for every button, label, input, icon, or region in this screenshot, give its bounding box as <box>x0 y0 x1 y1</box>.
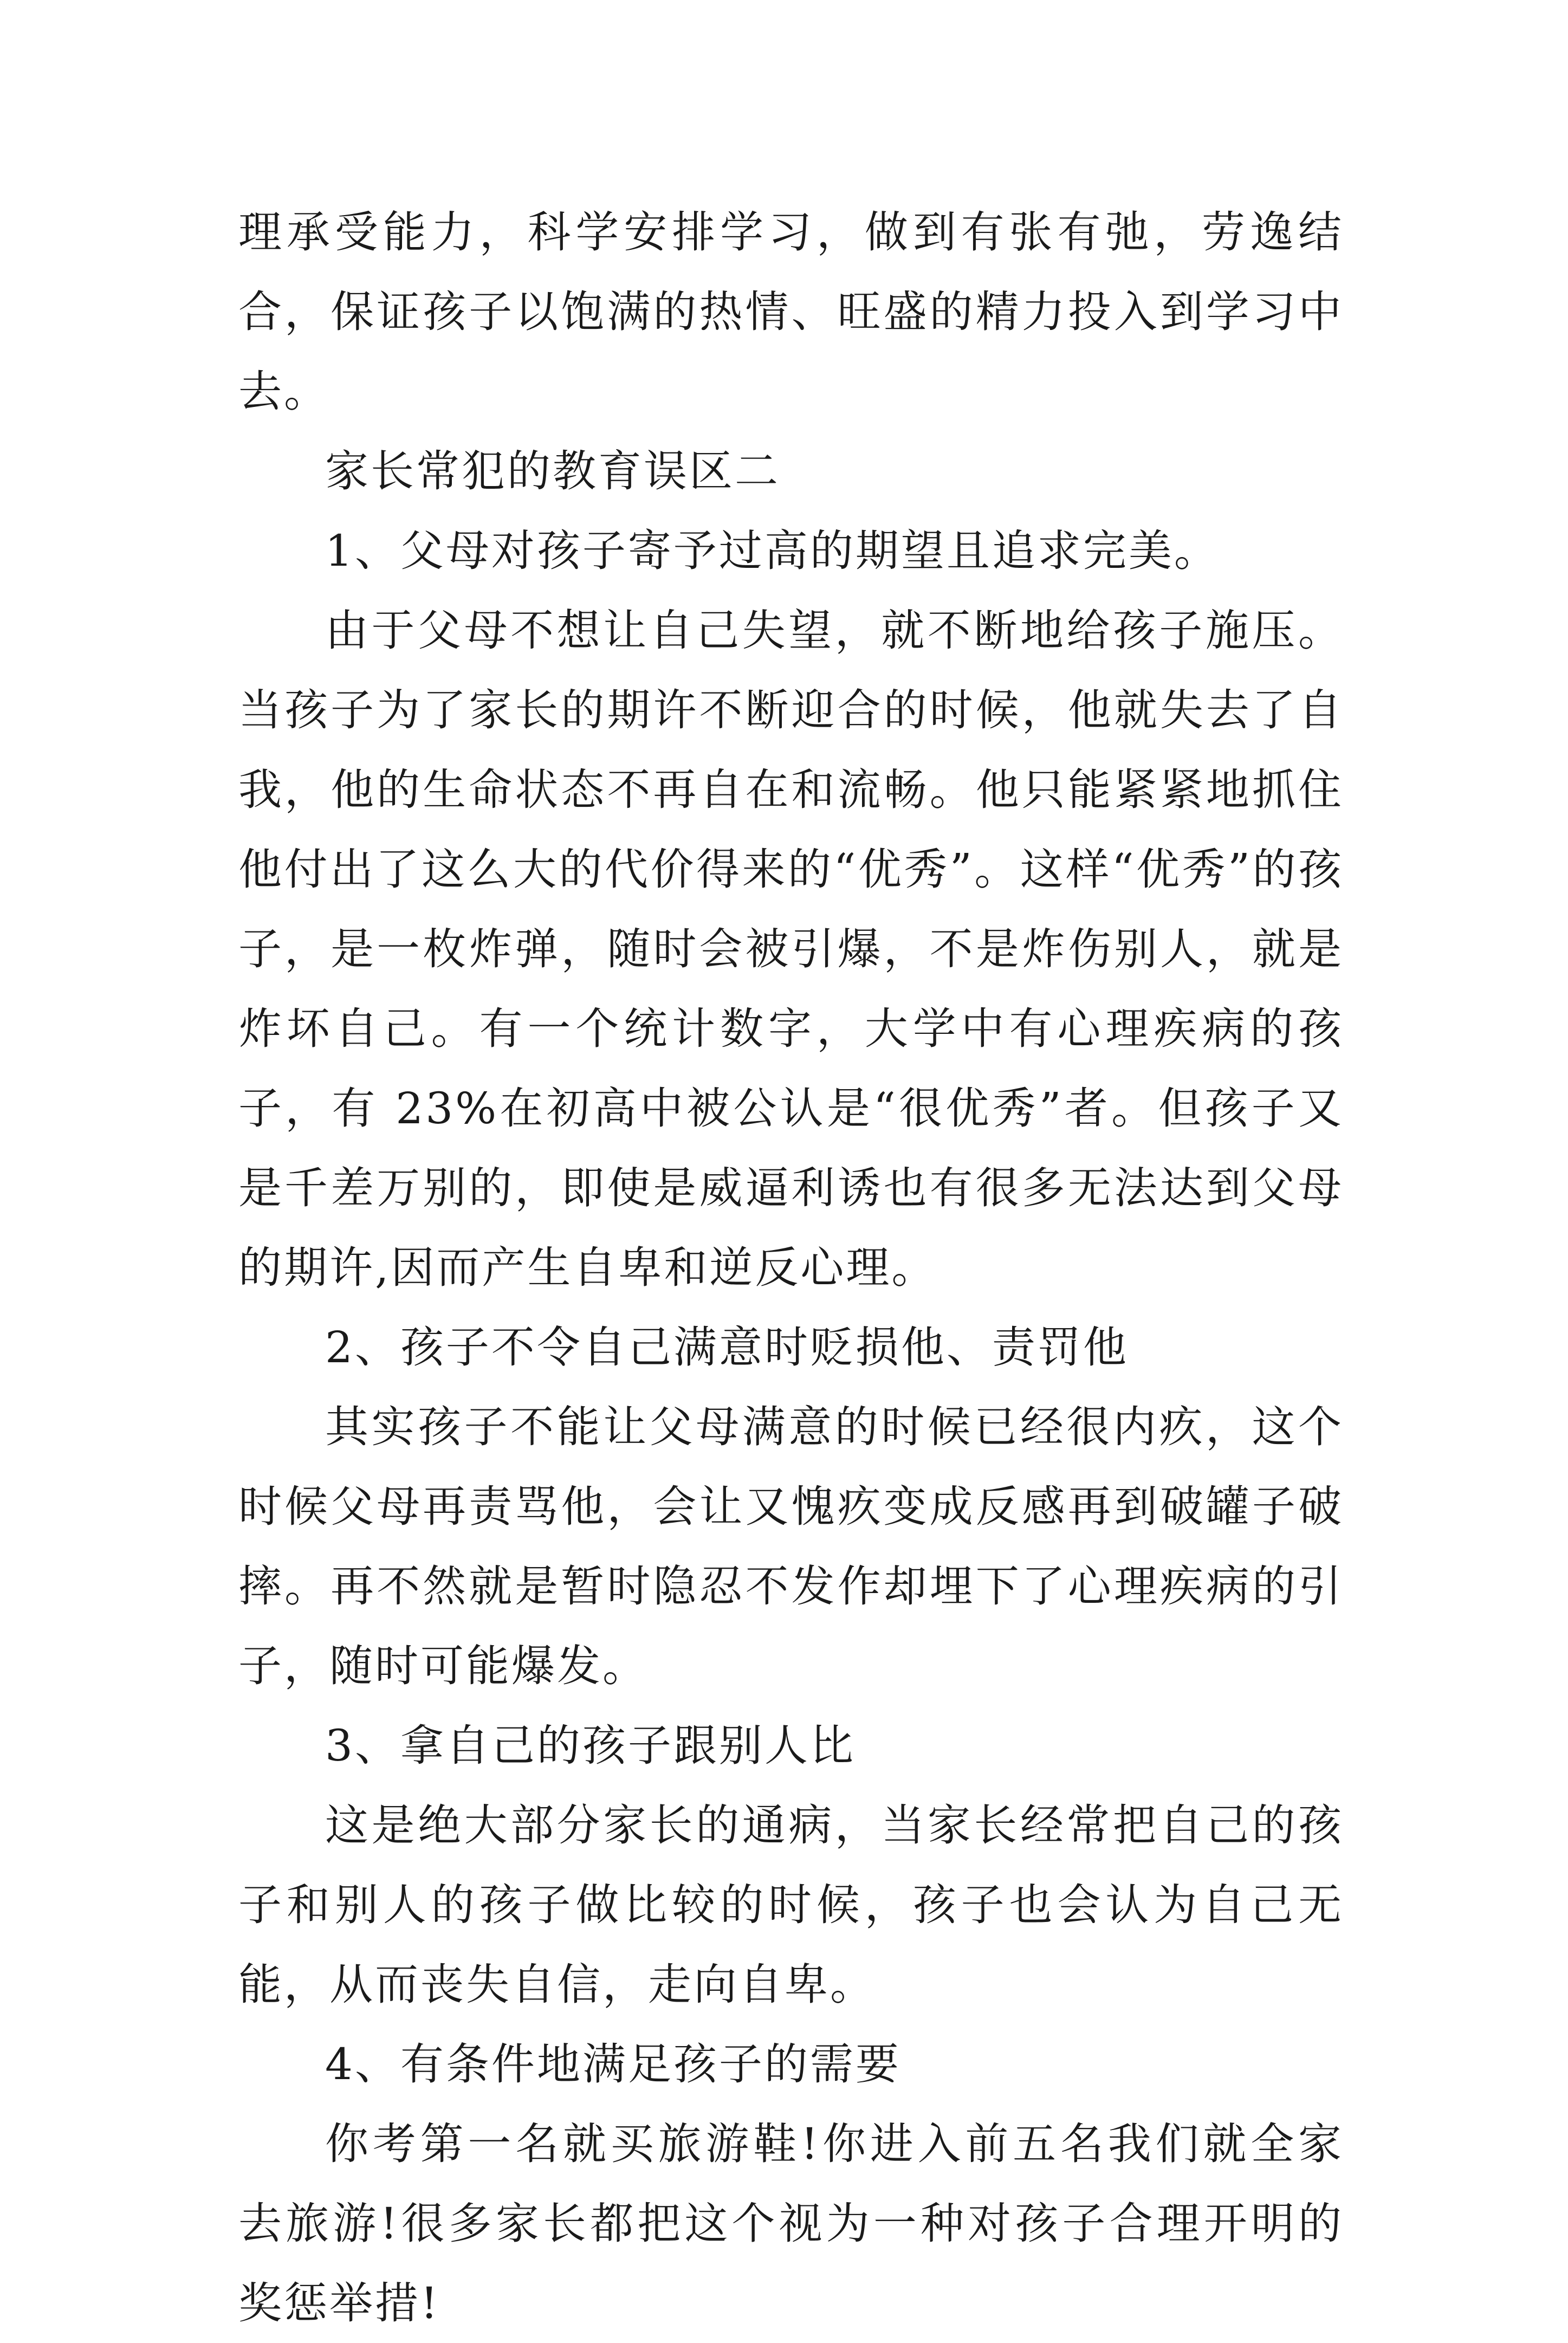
section-heading: 家长常犯的教育误区二 <box>325 446 780 496</box>
document-body <box>238 192 1344 2343</box>
item-heading-4: 4、有条件地满足孩子的需要 <box>325 2039 901 2089</box>
paragraph-scolding: 其实孩子不能让父母满意的时候已经很内疚，这个时候父母再责骂他，会让又愧疚变成反感再到破罐子破摔。再不然就是暂时隐忍不发作却埋下了心理疾病的引子，随时可能爆发。 <box>238 1402 1344 1691</box>
paragraph-expectations: 由于父母不想让自己失望，就不断地给孩子施压。当孩子为了家长的期许不断迎合的时候，他就失去了自我，他的生命状态不再自在和流畅。他只能紧紧地抓住他付出了这么大的代价得来的“优秀”。这样“优秀”的孩子，是一枚炸弹，随时会被引爆，不是炸伤别人，就是炸坏自己。有一个统计数字，大学中有心理疾病的孩子，有 23%在初高中被公认是“很优秀”者。但孩子又是千差万别的，即使是威逼利诱也有很多无法达到父母的期许,因而产生自卑和逆反心理。 <box>238 605 1344 1293</box>
item-heading-2: 2、孩子不令自己满意时贬损他、责罚他 <box>325 1322 1129 1373</box>
paragraph-continuation: 理承受能力，科学安排学习，做到有张有弛，劳逸结合，保证孩子以饱满的热情、旺盛的精力投入到学习中去。 <box>238 207 1344 417</box>
item-heading-1: 1、父母对孩子寄予过高的期望且追求完美。 <box>325 526 1220 576</box>
paragraph-comparison: 这是绝大部分家长的通病，当家长经常把自己的孩子和别人的孩子做比较的时候，孩子也会认为自己无能，从而丧失自信，走向自卑。 <box>238 1800 1344 2010</box>
item-heading-3: 3、拿自己的孩子跟别人比 <box>325 1720 856 1771</box>
paragraph-conditional-rewards: 你考第一名就买旅游鞋!你进入前五名我们就全家去旅游!很多家长都把这个视为一种对孩子合理开明的奖惩举措! <box>238 2119 1344 2328</box>
